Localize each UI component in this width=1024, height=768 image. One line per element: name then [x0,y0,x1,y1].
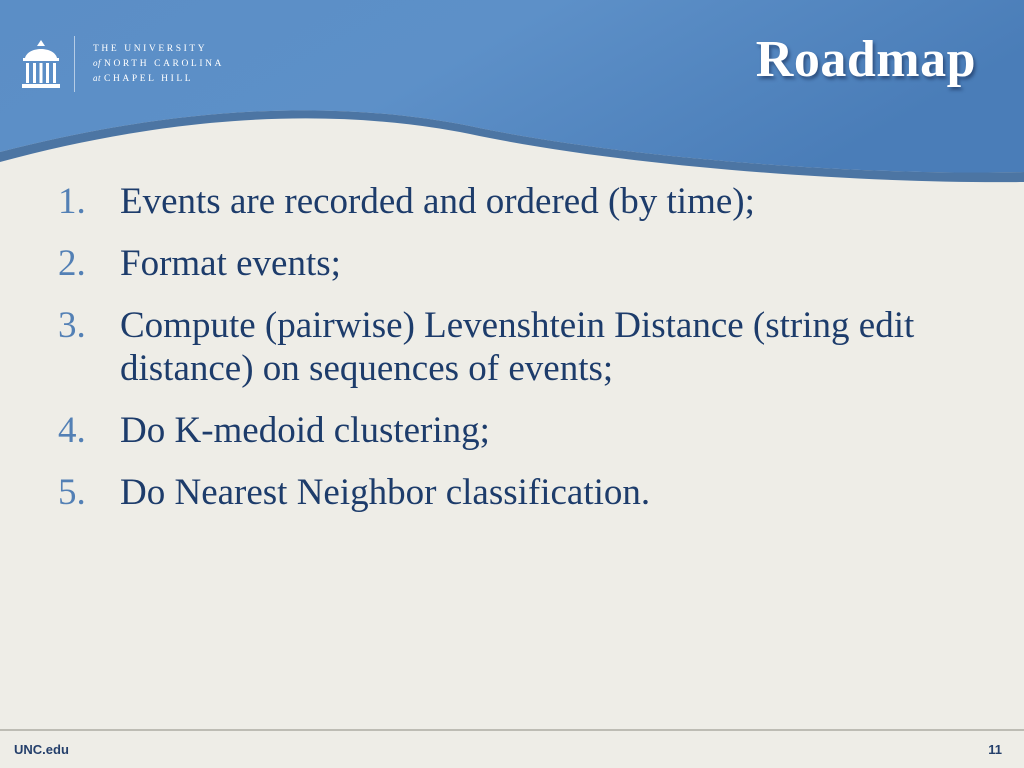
list-item-text: Do K-medoid clustering; [120,410,490,451]
list-item-text: Compute (pairwise) Levenshtein Distance (string edit distance) on sequences of events; [120,305,915,389]
footer-divider [0,729,1024,731]
slide-title: Roadmap [755,31,976,88]
logo-line-1: THE UNIVERSITY [93,44,208,54]
list-item [58,471,958,514]
list-item-text: Format events; [120,243,341,284]
list-item-number: 1. [58,181,86,222]
header-wave-background [0,0,1024,190]
unc-logo[interactable] [20,36,224,92]
list-item-number: 2. [58,243,86,284]
logo-divider [74,36,75,92]
old-well-icon [20,38,62,90]
list-item-number: 3. [58,305,86,346]
list-item-text: Do Nearest Neighbor classification. [120,472,651,513]
logo-wordmark [93,42,224,86]
logo-line-2: of NORTH CAROLINA [93,58,225,69]
list-item-number: 4. [58,410,86,451]
slide-number: 11 [988,742,1002,757]
list-item-number: 5. [58,472,86,513]
list-item-text: Events are recorded and ordered (by time); [120,181,755,222]
footer-site-link[interactable]: UNC.edu [14,742,69,757]
list-item [58,304,958,390]
logo-line-3: at CHAPEL HILL [93,73,194,84]
list-item [58,242,958,285]
roadmap-list [58,180,958,533]
list-item [58,180,958,223]
list-item [58,409,958,452]
